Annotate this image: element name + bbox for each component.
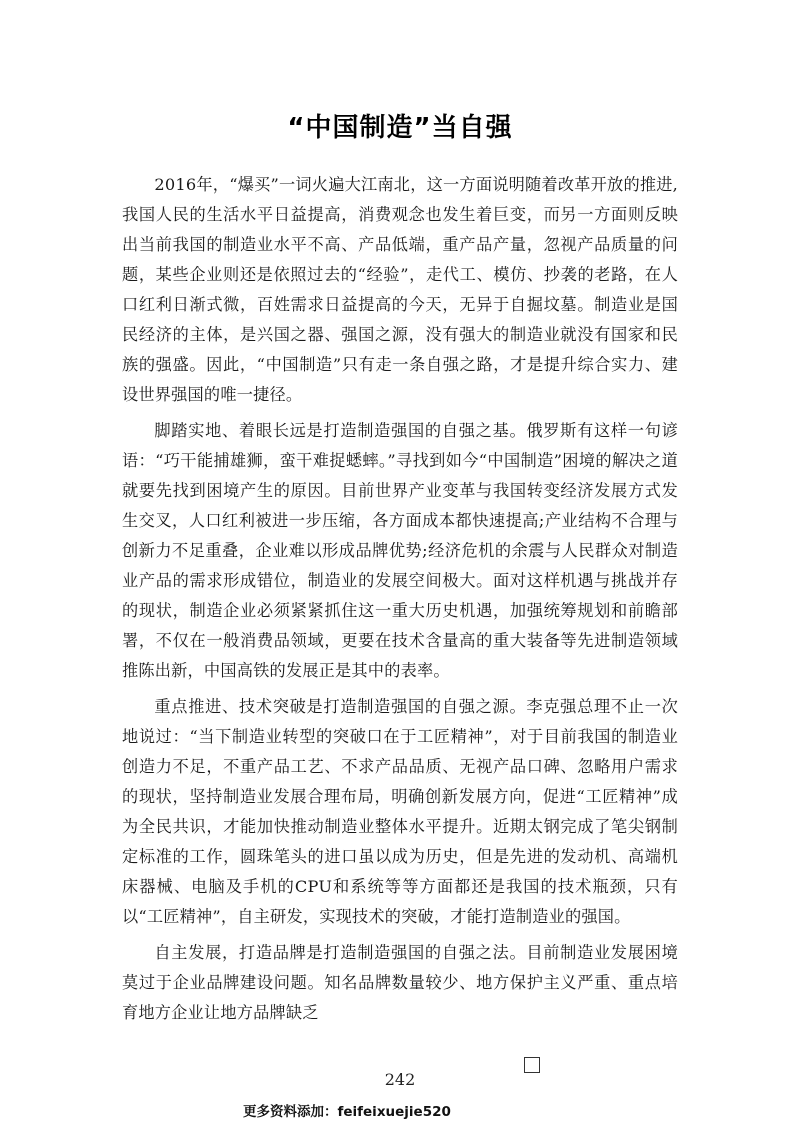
- paragraph-1: 2016年，“爆买”一词火遍大江南北，这一方面说明随着改革开放的推进,我国人民的生活水平日益提高，消费观念也发生着巨变，而另一方面则反映出当前我国的制造业水平不高、产品低端，重产品产量，忽视产品质量的问题，某些企业则还是依照过去的“经验”，走代工、模仿、抄袭的老路，在人口红利日渐式微，百姓需求日益提高的今天，无异于自掘坟墓。制造业是国民经济的主体，是兴国之器、强国之源，没有强大的制造业就没有国家和民族的强盛。因此，“中国制造”只有走一条自强之路，才是提升综合实力、建设世界强国的唯一捷径。: [122, 175, 678, 404]
- paragraph-4: 自主发展，打造品牌是打造制造强国的自强之法。目前制造业发展困境莫过于企业品牌建设问题。知名品牌数量较少、地方保护主义严重、重点培育地方企业让地方品牌缺乏: [122, 943, 678, 1022]
- paragraph-3: 重点推进、技术突破是打造制造强国的自强之源。李克强总理不止一次地说过：“当下制造业转型的突破口在于工匠精神”，对于目前我国的制造业创造力不足，不重产品工艺、不求产品品质、无视产品口碑、忽略用户需求的现状，坚持制造业发展合理布局，明确创新发展方向，促进“工匠精神”成为全民共识，才能加快推动制造业整体水平提升。近期太钢完成了笔尖钢制定标准的工作，圆珠笔头的进口虽以成为历史，但是先进的发动机、高端机床器械、电脑及手机的CPU和系统等等方面都还是我国的技术瓶颈，只有以“工匠精神”，自主研发，实现技术的突破，才能打造制造业的强国。: [122, 697, 678, 926]
- page-number: 242: [384, 1070, 416, 1089]
- page-title: “中国制造”当自强: [287, 113, 513, 144]
- footer-note: 更多资料添加：feifeixuejie520: [243, 1104, 451, 1120]
- article-body: [122, 170, 678, 1034]
- paragraph-2: 脚踏实地、着眼长远是打造制造强国的自强之基。俄罗斯有这样一句谚语：“巧干能捕雄狮，蛮干难捉蟋蟀。”寻找到如今“中国制造”困境的解决之道就要先找到困境产生的原因。目前世界产业变革与我国转变经济发展方式发生交叉，人口红利被进一步压缩，各方面成本都快速提高;产业结构不合理与创新力不足重叠，企业难以形成品牌优势;经济危机的余震与人民群众对制造业产品的需求形成错位，制造业的发展空间极大。面对这样机遇与挑战并存的现状，制造企业必须紧紧抓住这一重大历史机遇，加强统筹规划和前瞻部署，不仅在一般消费品领域，更要在技术含量高的重大装备等先进制造领域推陈出新，中国高铁的发展正是其中的表率。: [122, 421, 678, 680]
